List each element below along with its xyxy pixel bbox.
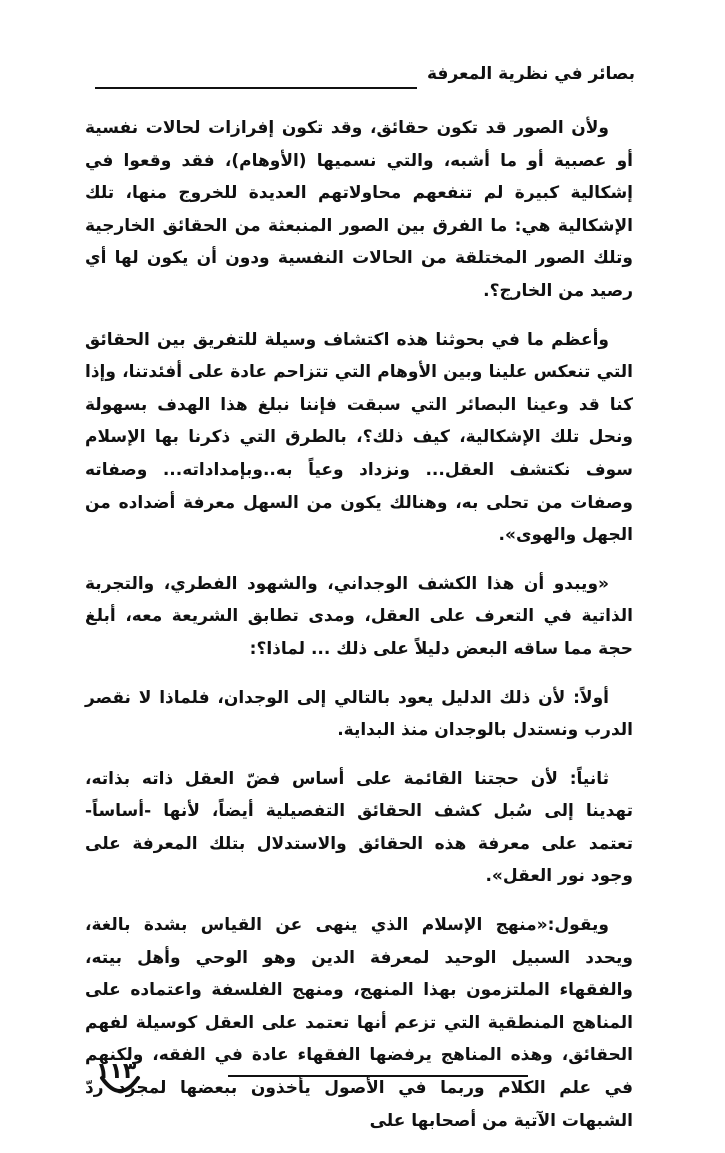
page-number-ornament bbox=[98, 1074, 142, 1100]
paragraph: أولاً: لأن ذلك الدليل يعود بالتالي إلى الوجدان، فلماذا لا نقصر الدرب ونستدل بالوجدان منذ البداية. bbox=[85, 687, 633, 741]
running-header-title: بصائر في نظرية المعرفة bbox=[427, 64, 635, 84]
footer-rule bbox=[228, 1075, 528, 1077]
page-number bbox=[96, 1060, 144, 1100]
body-text bbox=[85, 112, 633, 1153]
paragraph: ثانياً: لأن حجتنا القائمة على أساس فضّ العقل ذاته بذاته، تهدينا إلى سُبل كشف الحقائق التفصيلية أيضاً، لأنها -أساساً- تعتمد على معرفة هذه الحقائق والاستدلال بتلك المعرفة على وجود نور العقل». bbox=[85, 768, 633, 887]
paragraph: «ويبدو أن هذا الكشف الوجداني، والشهود الفطري، والتجربة الذاتية في التعرف على العقل، ومدى تطابق الشريعة معه، أبلغ حجة مما ساقه البعض دليلاً على ذلك ... لماذا؟: bbox=[85, 573, 633, 659]
paragraph: وأعظم ما في بحوثنا هذه اكتشاف وسيلة للتفريق بين الحقائق التي تنعكس علينا وبين الأوهام التي تتزاحم عادة على أفئدتنا، وإذا كنا قد وعينا البصائر التي سبقت فإننا نبلغ هذا الهدف بسهولة ونحل تلك الإشكالية، كيف ذلك؟، بالطرق التي ذكرنا بها الإسلام سوف نكتشف العقل... ونزداد وعياً به..وبإمداداته... وصفاته وصفات من تحلى به، وهنالك يكون من السهل معرفة أضداده من الجهل والهوى». bbox=[85, 329, 633, 546]
paragraph: ولأن الصور قد تكون حقائق، وقد تكون إفرازات لحالات نفسية أو عصبية أو ما أشبه، والتي نسميها (الأوهام)، فقد وقعوا في إشكالية كبيرة لم تنفعهم محاولاتهم العديدة للخروج منها، تلك الإشكالية هي: ما الفرق بين الصور المنبعثة من الحقائق الخارجية وتلك الصور المختلقة من الحالات النفسية ودون أن يكون لها أي رصيد من الخارج؟. bbox=[85, 118, 633, 301]
running-header bbox=[95, 62, 635, 96]
paragraph: ويقول:«منهج الإسلام الذي ينهى عن القياس بشدة بالغة، ويحدد السبيل الوحيد لمعرفة الدين وهو الوحي وأهل بيته، والفقهاء الملتزمون بهذا المنهج، ومنهج الفلسفة واعتماده على المناهج المنطقية التي تزعم أنها تعتمد على العقل كوسيلة لفهم الحقائق، وهذه المناهج يرفضها الفقهاء عادة في الفقه، ولكنهم في علم الكلام وربما في الأصول يأخذون ببعضها لمجرد ردّ الشبهات الآتية من أصحابها على bbox=[85, 915, 633, 1131]
header-rule bbox=[95, 87, 417, 89]
page-number-text: ١١٣ bbox=[96, 1059, 137, 1084]
